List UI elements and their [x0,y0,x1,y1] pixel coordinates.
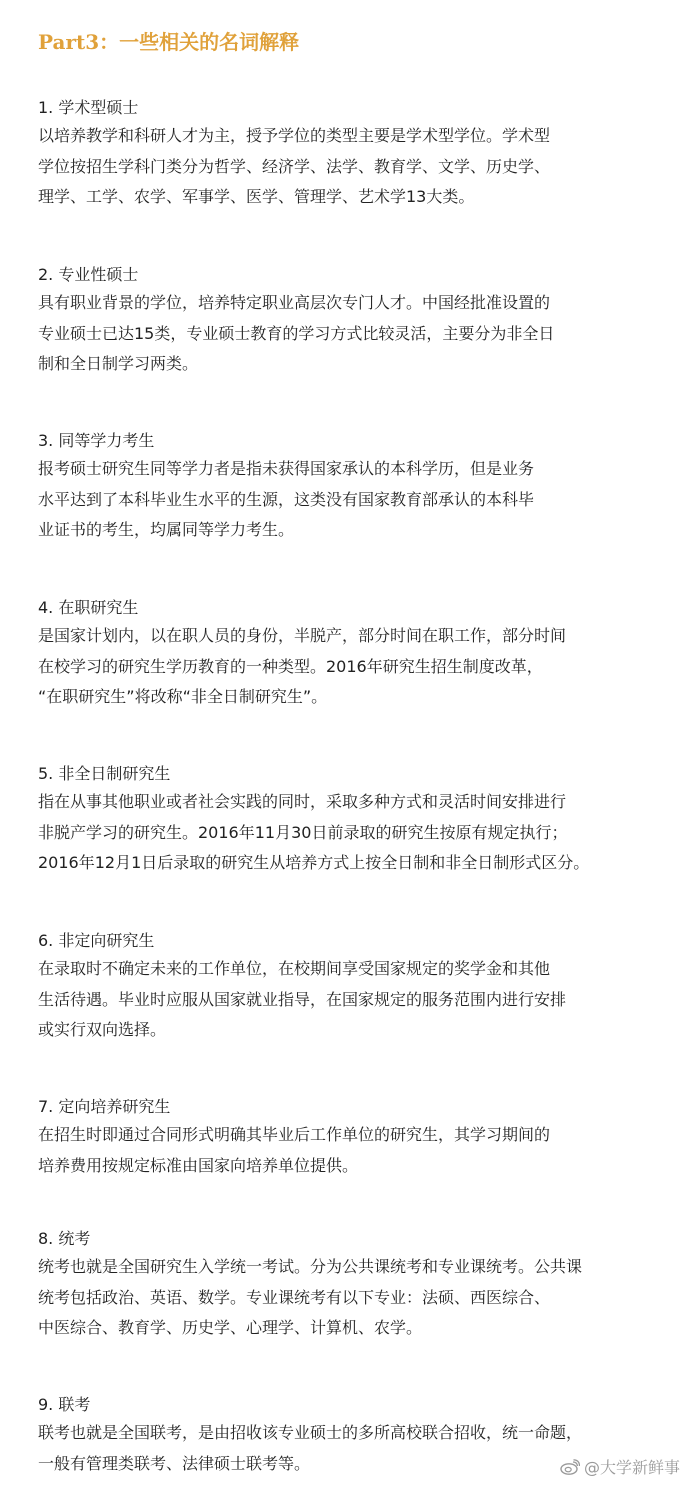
term-text-line: 联考也就是全国联考，是由招收该专业硕士的多所高校联合招收，统一命题， [38,1423,583,1442]
term-section-8 [38,1226,688,1344]
term-text-line: 理学、工学、农学、军事学、医学、管理学、艺术学13大类。 [38,187,475,206]
term-section-2 [38,262,688,380]
term-text-line: 学位按招生学科门类分为哲学、经济学、法学、教育学、文学、历史学、 [38,156,551,176]
term-text-line: 以培养教学和科研人才为主，授予学位的类型主要是学术型学位。学术型 [38,126,551,145]
term-section-4 [38,595,688,713]
term-text-line: 制和全日制学习两类。 [38,354,199,373]
term-text-line: 业证书的考生，均属同等学力考生。 [38,520,295,539]
term-text-line: “在职研究生”将改称“非全日制研究生”。 [38,687,328,706]
term-heading: 5. 非全日制研究生 [38,764,171,783]
term-heading: 3. 同等学力考生 [38,431,155,450]
term-text-line: 指在从事其他职业或者社会实践的同时，采取多种方式和灵活时间安排进行 [38,792,567,811]
term-heading: 4. 在职研究生 [38,598,139,617]
term-text-line: 水平达到了本科毕业生水平的生源，这类没有国家教育部承认的本科毕 [38,489,535,509]
term-text-line: 在校学习的研究生学历教育的一种类型。2016年研究生招生制度改革， [38,656,543,676]
page-title: Part3：一些相关的名词解释 [38,30,300,54]
term-heading: 9. 联考 [38,1395,91,1414]
term-text-line: 2016年12月1日后录取的研究生从培养方式上按全日制和非全日制形式区分。 [38,853,590,872]
term-section-6 [38,928,688,1046]
term-text-line: 或实行双向选择。 [38,1020,167,1039]
weibo-watermark [560,1455,680,1478]
term-section-7 [38,1094,688,1181]
weibo-icon [560,1459,580,1475]
term-text-line: 培养费用按规定标准由国家向培养单位提供。 [38,1155,359,1175]
term-text-line: 生活待遇。毕业时应服从国家就业指导，在国家规定的服务范围内进行安排 [38,989,567,1009]
term-text-line: 是国家计划内，以在职人员的身份，半脱产，部分时间在职工作，部分时间 [38,626,567,645]
term-text-line: 在招生时即通过合同形式明确其毕业后工作单位的研究生，其学习期间的 [38,1125,551,1144]
term-text-line: 统考包括政治、英语、数学。专业课统考有以下专业：法硕、西医综合、 [38,1287,551,1307]
term-heading: 8. 统考 [38,1229,91,1248]
watermark-text: @大学新鲜事 [583,1458,680,1477]
term-text-line: 一般有管理类联考、法律硕士联考等。 [38,1453,311,1473]
term-text-line: 在录取时不确定未来的工作单位，在校期间享受国家规定的奖学金和其他 [38,959,551,978]
term-text-line: 报考硕士研究生同等学力者是指未获得国家承认的本科学历，但是业务 [38,459,535,478]
term-text-line: 统考也就是全国研究生入学统一考试。分为公共课统考和专业课统考。公共课 [38,1257,583,1276]
term-heading: 2. 专业性硕士 [38,265,139,284]
term-section-3 [38,428,688,546]
term-section-1 [38,95,688,213]
term-text-line: 专业硕士已达15类，专业硕士教育的学习方式比较灵活，主要分为非全日 [38,323,555,343]
term-heading: 6. 非定向研究生 [38,931,155,950]
term-heading: 1. 学术型硕士 [38,98,139,117]
term-heading: 7. 定向培养研究生 [38,1097,171,1116]
term-section-5 [38,761,688,879]
term-text-line: 具有职业背景的学位，培养特定职业高层次专门人才。中国经批准设置的 [38,293,551,312]
term-text-line: 非脱产学习的研究生。2016年11月30日前录取的研究生按原有规定执行； [38,822,568,842]
term-text-line: 中医综合、教育学、历史学、心理学、计算机、农学。 [38,1318,423,1337]
